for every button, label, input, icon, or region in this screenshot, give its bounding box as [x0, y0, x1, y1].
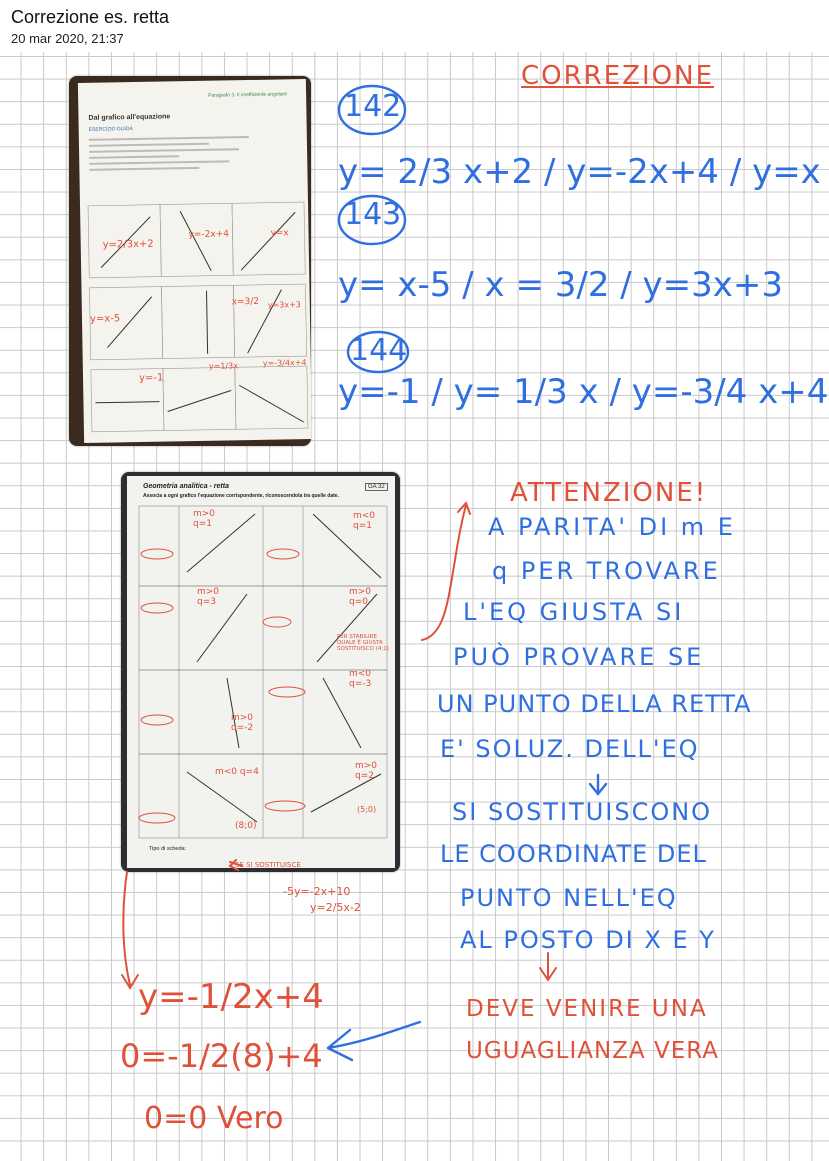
textbook-answer-4: y=x-5 [89, 313, 121, 325]
answers-144: y=-1 / y= 1/3 x / y=-3/4 x+4 [338, 372, 829, 412]
textbook-answer-8: y=1/3x [208, 361, 238, 371]
worksheet-note-12: SE SI SOSTITUISCE [235, 861, 301, 869]
attention-heading: ATTENZIONE! [510, 478, 708, 508]
worksheet-code: GA 32 [365, 483, 388, 491]
note-title: Correzione es. retta [11, 7, 170, 27]
worksheet-note-4: m>0 q=0 [349, 587, 372, 607]
worksheet-note-9: m>0 q=2 [355, 761, 378, 781]
textbook-exercise-label: ESERCIZIO GUIDA [88, 126, 133, 133]
worksheet-note-3: m>0 q=3 [197, 587, 220, 607]
worksheet-footer: Tipo di scheda: [149, 846, 187, 852]
note-date: 20 mar 2020, 21:37 [11, 31, 124, 46]
note-header [0, 0, 829, 53]
textbook-page [78, 79, 311, 443]
textbook-answer-9: y=-3/4x+4 [262, 358, 307, 368]
attention-line-7: SI SOSTITUISCONO [452, 798, 713, 826]
attention-line-5: UN PUNTO DELLA RETTA [437, 690, 752, 718]
attention-line-4: PUÒ PROVARE SE [453, 643, 705, 671]
textbook-answer-7: y=-1 [138, 372, 164, 384]
worksheet-note-5: PER STABILIRE QUALE È GIUSTA SOSTITUISCO (4;1) [337, 634, 389, 653]
exercise-number-144: 144 [350, 333, 408, 368]
worksheet-note-11: (5;0) [357, 805, 377, 814]
worksheet-note-6: m<0 q=-3 [349, 669, 372, 689]
textbook-answer-2: y=-2x+4 [188, 229, 230, 241]
worksheet-note-7: m>0 q=-2 [231, 713, 254, 733]
attention-line-8: LE COORDINATE DEL [440, 840, 707, 868]
worksheet-note-10: (8;0) [235, 821, 257, 831]
worksheet-title: Geometria analitica - retta [143, 483, 229, 490]
textbook-section-title: Dal grafico all'equazione [88, 113, 171, 122]
photo-worksheet[interactable] [121, 472, 400, 872]
side-calc-1: -5y=-2x+10 [283, 885, 351, 898]
textbook-answer-1: y=2/3x+2 [102, 238, 154, 251]
worksheet-note-2: m<0 q=1 [353, 511, 376, 531]
textbook-text-block [89, 132, 260, 195]
answers-142: y= 2/3 x+2 / y=-2x+4 / y=x [338, 152, 821, 192]
textbook-header-tag: Paragrafo 3. Il coefficiente angolare [208, 91, 288, 99]
attention-line-2: q PER TROVARE [492, 557, 721, 585]
worksheet-note-1: m>0 q=1 [193, 509, 216, 529]
worked-line-1: y=-1/2x+4 [138, 977, 324, 1017]
attention-line-6: E' SOLUZ. DELL'EQ [440, 735, 700, 763]
attention-line-3: L'EQ GIUSTA SI [463, 598, 685, 626]
attention-line-10: AL POSTO DI X E Y [460, 926, 716, 954]
answers-143: y= x-5 / x = 3/2 / y=3x+3 [338, 265, 784, 305]
attention-line-1: A PARITA' DI m E [488, 513, 736, 541]
worksheet-note-8: m<0 q=4 [215, 767, 259, 777]
worked-line-3: 0=0 Vero [144, 1101, 284, 1136]
attention-line-9: PUNTO NELL'EQ [460, 884, 678, 912]
photo-textbook-page[interactable] [69, 76, 311, 446]
textbook-answer-6: y=3x+3 [267, 300, 301, 310]
textbook-answer-5: x=3/2 [231, 296, 260, 308]
conclusion-line-1: DEVE VENIRE UNA [466, 996, 708, 1022]
correction-heading: CORREZIONE [521, 61, 714, 91]
side-calc-2: y=2/5x-2 [310, 901, 361, 914]
exercise-number-143: 143 [344, 197, 402, 232]
exercise-number-142: 142 [344, 89, 402, 124]
conclusion-line-2: UGUAGLIANZA VERA [466, 1038, 720, 1064]
worked-line-2: 0=-1/2(8)+4 [120, 1037, 323, 1075]
worksheet-page [127, 476, 395, 868]
worksheet-subtitle: Associa a ogni grafico l'equazione corrispondente, riconoscendola tra quelle date. [143, 493, 339, 499]
textbook-answer-3: y=x [270, 228, 289, 239]
